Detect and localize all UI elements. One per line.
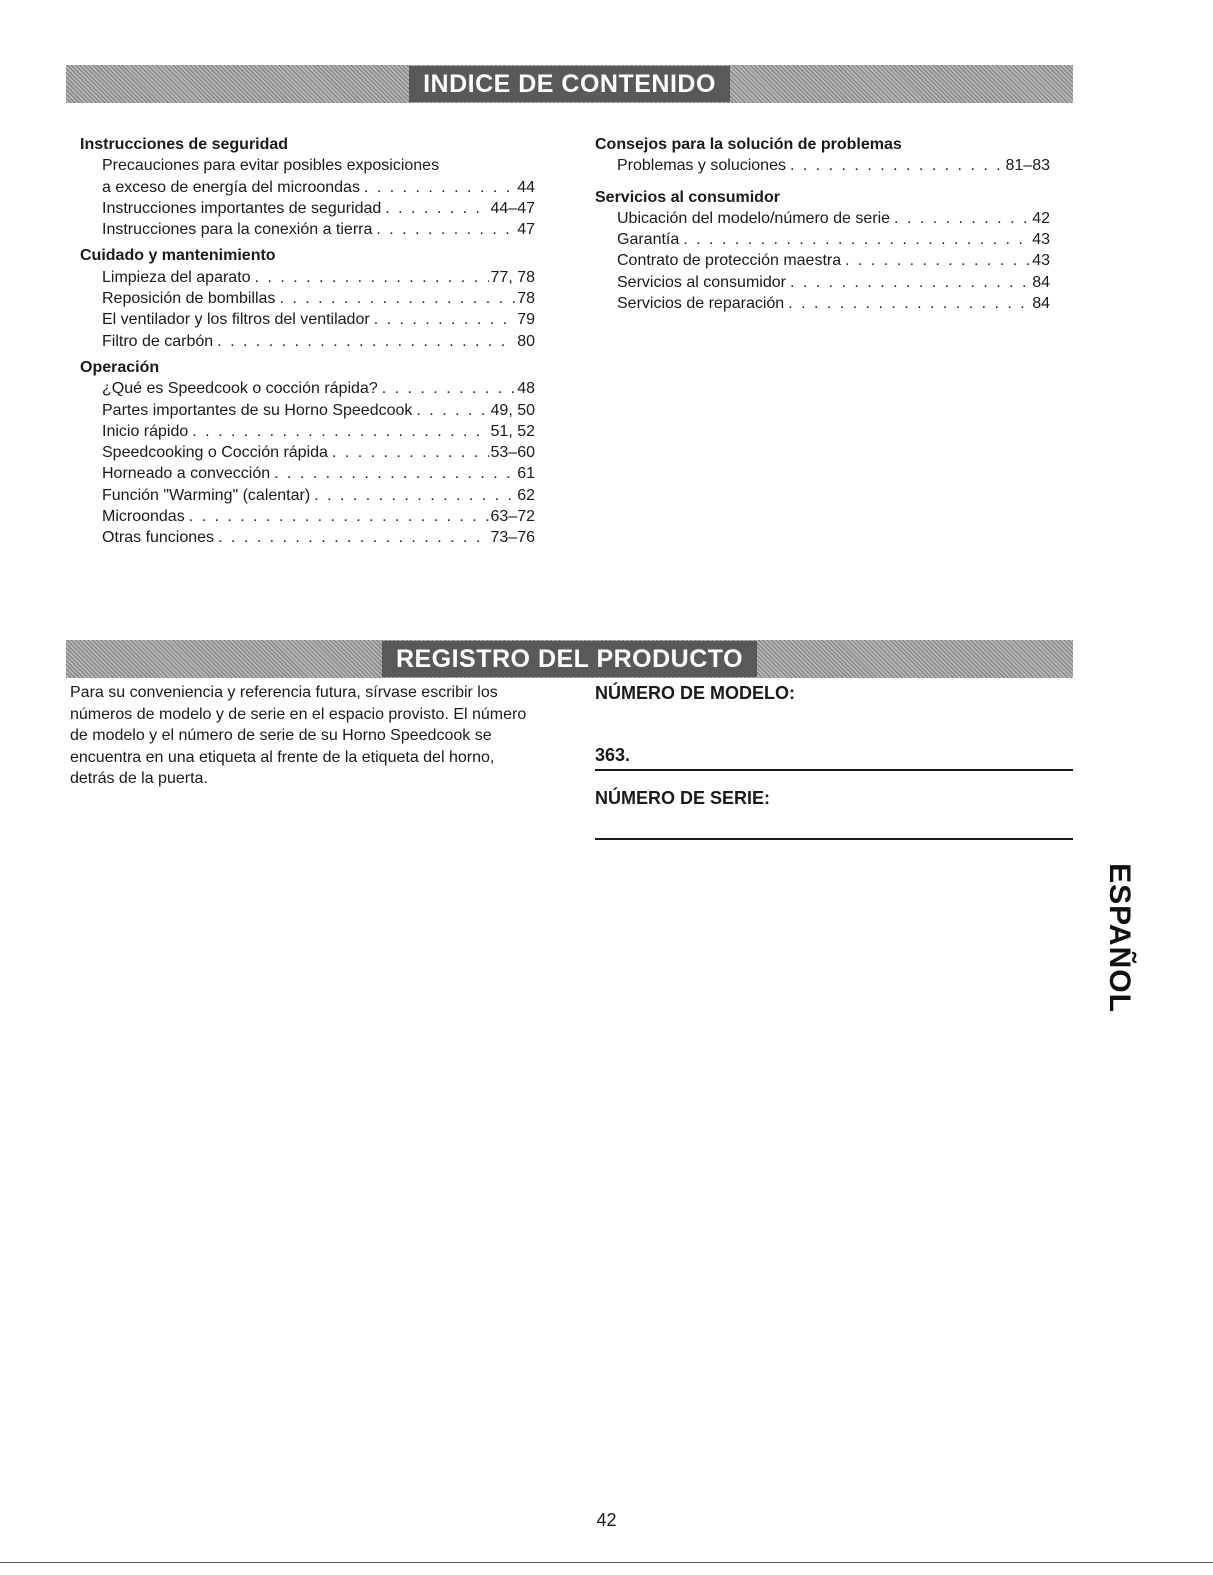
toc-entry-label: Reposición de bombillas: [102, 290, 276, 308]
toc-section: [595, 187, 1050, 315]
toc-entry-page: 84: [1032, 295, 1050, 313]
toc-entry-page: 42: [1032, 209, 1050, 227]
toc-entry: [80, 378, 535, 399]
toc-entry-label: Horneado a convección: [102, 465, 271, 483]
toc-section: [80, 245, 535, 351]
toc-entry: [595, 272, 1050, 293]
toc-entry: [80, 463, 535, 484]
toc-entry-label: Otras funciones: [102, 529, 215, 547]
toc-entry: [80, 288, 535, 309]
toc-entry-label: Garantía: [617, 231, 680, 249]
toc-entry-page: 78: [517, 290, 535, 308]
toc-entry: [595, 250, 1050, 271]
toc-entry-page: 43: [1032, 252, 1050, 270]
toc-entry-page: 43: [1032, 231, 1050, 249]
toc-section: [80, 134, 535, 240]
toc-entry: [80, 219, 535, 240]
toc-entry: [595, 293, 1050, 314]
toc-entry-page: 44–47: [490, 199, 535, 217]
toc-entry-label: Servicios de reparación: [617, 295, 785, 313]
toc-section-title: Operación: [80, 358, 160, 376]
index-title: INDICE DE CONTENIDO: [409, 66, 730, 102]
language-tab-label: ESPAÑOL: [1103, 862, 1137, 1013]
toc-entry: [80, 309, 535, 330]
language-side-tab: [1098, 845, 1140, 1030]
toc-entry-label: Contrato de protección maestra: [617, 252, 842, 270]
toc-entry: [80, 421, 535, 442]
toc-section-title: Consejos para la solución de problemas: [595, 136, 902, 153]
toc-entry: [80, 400, 535, 421]
registration-title: REGISTRO DEL PRODUCTO: [382, 641, 757, 677]
toc-entry: [80, 331, 535, 352]
toc-entry: [80, 485, 535, 506]
toc-entry-page: 48: [517, 380, 535, 398]
toc-entry-label: Precauciones para evitar posibles exposiciones: [102, 157, 440, 175]
toc-entry: [595, 208, 1050, 229]
toc-entry-label: Filtro de carbón: [102, 332, 214, 350]
toc-entry: [80, 527, 535, 548]
toc-entry-page: 51, 52: [490, 422, 535, 440]
toc-entry-label: Microondas: [102, 508, 185, 526]
toc-entry-label: Partes importantes de su Horno Speedcook: [102, 401, 413, 419]
toc-entry-label: Servicios al consumidor: [617, 273, 786, 291]
toc-section: [595, 134, 1050, 177]
toc-entry-page: 49, 50: [490, 401, 535, 419]
index-banner: [66, 65, 1073, 103]
toc-entry-label: El ventilador y los filtros del ventilador: [102, 311, 370, 329]
toc-entry: [80, 506, 535, 527]
toc-section: [80, 357, 535, 549]
toc-section-title: Cuidado y mantenimiento: [80, 247, 276, 265]
toc-entry: [80, 198, 535, 219]
serial-number-label: NÚMERO DE SERIE:: [595, 788, 771, 808]
model-number-line: [595, 769, 1073, 771]
toc-entry-page: 44: [517, 178, 535, 196]
toc-entry: [80, 442, 535, 463]
toc-entry-page: 61: [517, 465, 535, 483]
serial-number-line: [595, 838, 1073, 840]
toc-entry-label: a exceso de energía del microondas: [102, 178, 360, 196]
toc-section-title: Servicios al consumidor: [595, 188, 780, 206]
toc-entry-label: Problemas y soluciones: [617, 157, 786, 175]
bottom-divider: [0, 1562, 1213, 1563]
toc-entry-label: ¿Qué es Speedcook o cocción rápida?: [102, 380, 378, 398]
toc-entry: [80, 155, 535, 176]
toc-entry-label: Speedcooking o Cocción rápida: [102, 444, 328, 462]
page-number: 42: [596, 1510, 617, 1530]
toc-entry-page: 79: [517, 311, 535, 329]
toc-entry-label: Función "Warming" (calentar): [102, 486, 311, 504]
model-number-label: NÚMERO DE MODELO:: [595, 683, 795, 703]
toc-entry-page: 84: [1032, 273, 1050, 291]
toc-entry-page: 77, 78: [490, 268, 535, 286]
toc-entry-page: 63–72: [490, 508, 535, 526]
toc-entry-page: 73–76: [490, 529, 535, 547]
registration-banner: [66, 640, 1073, 678]
toc-entry-label: Ubicación del modelo/número de serie: [617, 209, 891, 227]
toc-entry-label: Inicio rápido: [102, 422, 189, 440]
toc-entry-page: 62: [517, 486, 535, 504]
toc-entry-label: Limpieza del aparato: [102, 268, 251, 286]
toc-section-title: Instrucciones de seguridad: [80, 136, 289, 153]
model-number-value: 363.: [595, 745, 631, 765]
toc-right-column: [595, 134, 1050, 314]
toc-entry-page: 47: [517, 221, 535, 239]
toc-entry-page: 81–83: [1005, 157, 1050, 175]
registration-paragraph: Para su conveniencia y referencia futura, sírvase escribir los números de modelo y de serie en el espacio provisto. El número de modelo y el número de serie de su Horno Speedcook se encuentra en una etiqueta al frente de la etiqueta del horno, detrás de la puerta.: [70, 684, 527, 787]
toc-entry-page: 80: [517, 332, 535, 350]
toc-entry-label: Instrucciones importantes de seguridad: [102, 199, 382, 217]
toc-entry: [80, 267, 535, 288]
toc-entry: [80, 177, 535, 198]
toc-entry-label: Instrucciones para la conexión a tierra: [102, 221, 373, 239]
toc-entry: [595, 229, 1050, 250]
toc-entry: [595, 155, 1050, 176]
toc-entry-page: 53–60: [490, 444, 535, 462]
toc-left-column: [80, 134, 535, 549]
